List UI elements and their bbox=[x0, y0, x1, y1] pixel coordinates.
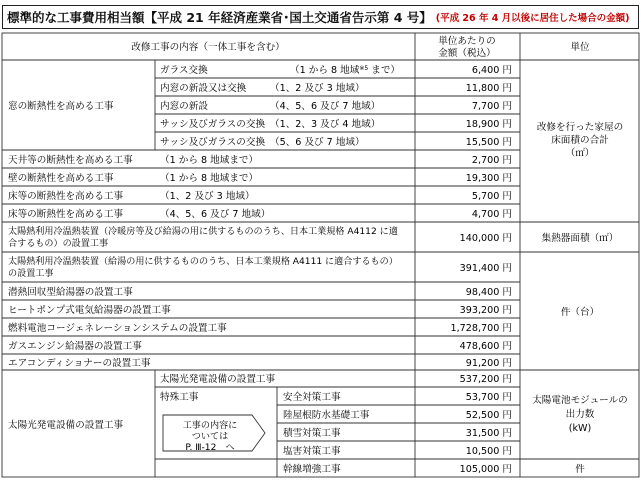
insulation-amount-3: 4,700 円 bbox=[471, 209, 512, 220]
pv-unit-line2: 出力数 bbox=[565, 409, 595, 420]
header-amount-line2: 金額（税込） bbox=[438, 48, 496, 59]
callout-line1: 工事の内容に bbox=[182, 421, 238, 431]
unit-area-line3: （㎡） bbox=[565, 148, 595, 159]
window-amount-2: 7,700 円 bbox=[471, 101, 512, 112]
window-amount-0: 6,400 円 bbox=[471, 65, 512, 76]
solar-thermal-line2: 合するもの）の設置工事 bbox=[8, 239, 109, 249]
insulation-region-2: （1、2 及び 3 地域） bbox=[160, 191, 255, 202]
pv-sub-item-1: 陸屋根防水基礎工事 bbox=[283, 410, 370, 421]
window-region-3: （1、2、3 及び 4 地域） bbox=[270, 119, 381, 130]
equipment-item-4: エアコンディショナーの設置工事 bbox=[8, 358, 151, 369]
window-item-3: サッシ及びガラスの交換 bbox=[160, 119, 266, 130]
pv-sub-amount-1: 52,500 円 bbox=[465, 410, 512, 421]
window-item-1: 内窓の新設又は交換 bbox=[160, 83, 247, 94]
insulation-item-3: 床等の断熱性を高める工事 bbox=[8, 209, 124, 220]
header-amount-line1: 単位あたりの bbox=[438, 36, 496, 47]
solar-hot-amount: 391,400 円 bbox=[459, 263, 512, 274]
pv-sub-item-4: 幹線増強工事 bbox=[283, 464, 341, 475]
pv-sub-amount-2: 31,500 円 bbox=[465, 428, 512, 439]
insulation-item-2: 床等の断熱性を高める工事 bbox=[8, 191, 124, 202]
pv-unit-line3: (kW) bbox=[568, 423, 592, 434]
pv-main-amount: 537,200 円 bbox=[459, 374, 512, 385]
window-amount-4: 15,500 円 bbox=[465, 137, 512, 148]
pv-unit-line1: 太陽電池モジュールの bbox=[532, 395, 628, 406]
unit-area-line1: 改修を行った家屋の bbox=[536, 122, 624, 133]
solar-thermal-unit: 集熱器面積（㎡） bbox=[541, 233, 619, 244]
pv-sub-item-3: 塩害対策工事 bbox=[283, 446, 341, 457]
window-item-4: サッシ及びガラスの交換 bbox=[160, 137, 266, 148]
pv-unit-last: 件 bbox=[575, 464, 585, 475]
insulation-amount-2: 5,700 円 bbox=[471, 191, 512, 202]
window-region-4: （5、6 及び 7 地域） bbox=[270, 137, 365, 148]
window-region-1: （1、2 及び 3 地域） bbox=[270, 83, 365, 94]
unit-count: 件（台） bbox=[560, 307, 600, 318]
equipment-item-0: 潜熱回収型給湯器の設置工事 bbox=[8, 287, 133, 298]
equipment-amount-0: 98,400 円 bbox=[465, 287, 512, 298]
pv-sub-item-0: 安全対策工事 bbox=[283, 392, 341, 403]
pv-label: 太陽光発電設備の設置工事 bbox=[8, 420, 124, 431]
header-unit: 単位 bbox=[570, 42, 590, 53]
solar-hot-line1: 太陽熱利用冷温熱装置（給湯の用に供するもののうち、日本工業規格 A4111 に適合するもの） bbox=[8, 257, 398, 267]
equipment-item-3: ガスエンジン給湯器の設置工事 bbox=[8, 341, 142, 352]
solar-thermal-amount: 140,000 円 bbox=[459, 233, 512, 244]
pv-special: 特殊工事 bbox=[160, 392, 199, 403]
footnote-marker: ※5 bbox=[359, 65, 369, 72]
pv-sub-amount-0: 53,700 円 bbox=[465, 392, 512, 403]
equipment-item-1: ヒートポンプ式電気給湯器の設置工事 bbox=[8, 305, 171, 316]
equipment-amount-4: 91,200 円 bbox=[465, 358, 512, 369]
pv-sub-item-2: 積雪対策工事 bbox=[283, 428, 341, 439]
insulation-item-1: 壁の断熱性を高める工事 bbox=[8, 173, 114, 184]
equipment-item-2: 燃料電池コージェネレーションシステムの設置工事 bbox=[8, 323, 227, 334]
header-content: 改修工事の内容（一体工事を含む） bbox=[131, 42, 285, 53]
pv-sub-amount-4: 105,000 円 bbox=[459, 464, 512, 475]
window-region-2: （4、5、6 及び 7 地域） bbox=[270, 101, 381, 112]
insulation-amount-1: 19,300 円 bbox=[465, 173, 512, 184]
pv-main-item: 太陽光発電設備の設置工事 bbox=[160, 374, 276, 385]
equipment-amount-3: 478,600 円 bbox=[459, 341, 512, 352]
unit-area-line2: 床面積の合計 bbox=[551, 135, 609, 146]
equipment-amount-1: 393,200 円 bbox=[459, 305, 512, 316]
window-label: 窓の断熱性を高める工事 bbox=[8, 101, 114, 112]
solar-thermal-line1: 太陽熱利用冷温熱装置（冷暖房等及び給湯の用に供するもののうち、日本工業規格 A4112 に適 bbox=[8, 227, 398, 237]
callout-line3: P. Ⅲ-12 へ bbox=[185, 443, 235, 453]
insulation-region-3: （4、5、6 及び 7 地域） bbox=[160, 209, 271, 220]
callout-line2: ついては bbox=[191, 432, 229, 442]
insulation-region-1: （1 から 8 地域まで） bbox=[160, 173, 259, 184]
window-item-0: ガラス交換 bbox=[160, 65, 208, 76]
window-item-2: 内窓の新設 bbox=[160, 101, 208, 112]
insulation-amount-0: 2,700 円 bbox=[471, 155, 512, 166]
insulation-item-0: 天井等の断熱性を高める工事 bbox=[8, 155, 133, 166]
title-main: 標準的な工事費用相当額【平成 21 年経済産業省･国土交通省告示第 4 号】 bbox=[7, 10, 432, 25]
insulation-region-0: （1 から 8 地域まで） bbox=[160, 155, 259, 166]
pv-sub-amount-3: 10,500 円 bbox=[465, 446, 512, 457]
title-note: (平成 26 年 4 月以後に居住した場合の金額) bbox=[435, 13, 630, 24]
solar-hot-line2: の設置工事 bbox=[8, 269, 54, 279]
equipment-amount-2: 1,728,700 円 bbox=[450, 323, 512, 334]
window-region-0: （1 から 8 地域$^{※5}$ まで） bbox=[290, 65, 401, 76]
window-amount-1: 11,800 円 bbox=[465, 83, 512, 94]
window-amount-3: 18,900 円 bbox=[465, 119, 512, 130]
